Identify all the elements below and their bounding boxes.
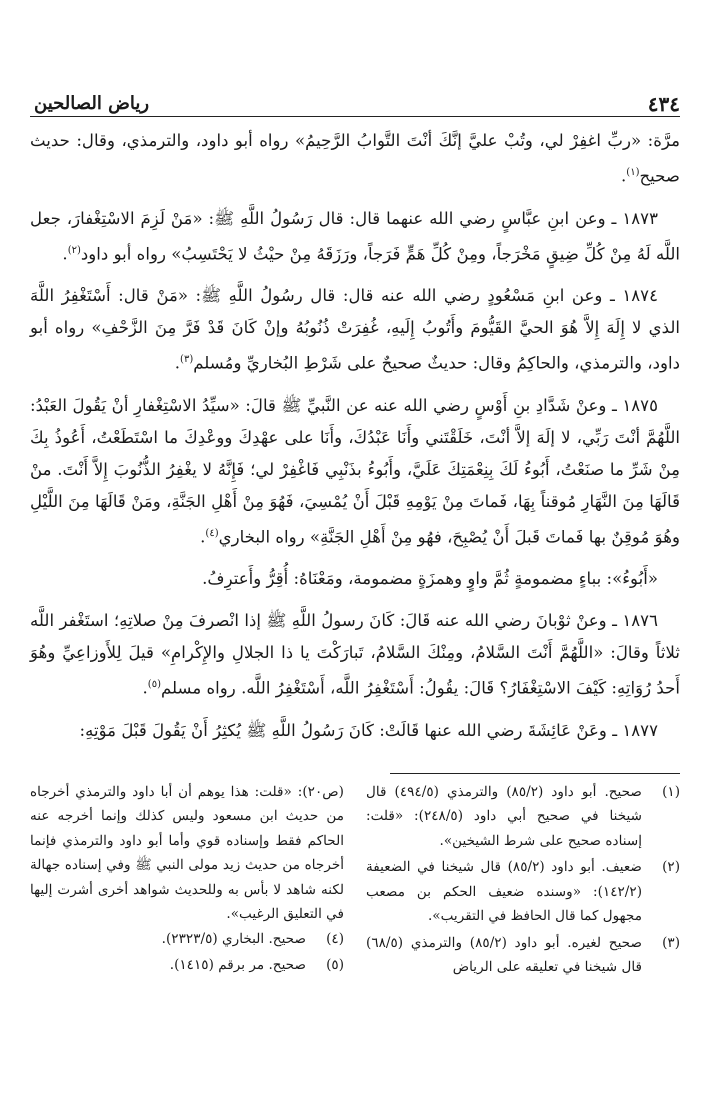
footnote — [366, 780, 680, 854]
footnote-number: (٣) — [662, 934, 680, 951]
footnotes-right-column — [366, 780, 680, 982]
hadith-1875: ١٨٧٥ ـ وعنْ شَدَّادِ بنِ أَوْسٍ رضي الله عنه عن النَّبيِّ ﷺ قالَ: «سيِّدُ الاسْتِغْفارِ أنْ يَقُولَ العَبْدُ: اللَّهُمَّ أنْتَ رَبِّي، لا إلَهَ إلاَّ أنْتَ، خَلَقْتَني وأَنَا عَبْدُكَ، وأَنَا على عهْدِكَ ووعْدِكَ ما اسْتَطَعْتُ، أَعُوذُ بِكَ مِنْ شَرِّ ما صنَعْتُ، أَبُوءُ لَكَ بِنِعْمَتِكَ عَلَيَّ، وأَبُوءُ بذَنْبِي فَاغْفِرْ لي؛ فَإِنَّهُ لا يغْفِرُ الذُّنُوبَ إِلاَّ أَنْتَ. منْ قَالَهَا مِنَ النَّهَارِ مُوقناً بِهَا، فَماتَ مِنْ يَوْمِهِ قَبْلَ أَنْ يُمْسِيَ، فَهُوَ مِنْ أَهْلِ الجَنَّةِ، ومَنْ قَالَهَا مِنَ اللَّيْلِ وهُوَ مُوقِنٌ بها فَماتَ قَبلَ أَنْ يُصْبِحَ، فهُو مِنْ أَهْلِ الجَنَّةِ» رواه البخاري$^{(٤)}$. — [30, 395, 680, 547]
footnote-text: صحيح لغيره. أبو داود (٨٥/٢) والترمذي (٦٨/٥) قال شيخنا في تعليقه على الرياض — [366, 934, 642, 976]
paragraph: مرَّة: «ربِّ اغفِرْ لي، وتُبْ عليَّ إنَّكَ أنْتَ التَّوابُ الرَّحِيمُ» رواه أبو داود، والترمذي، وقال: حديث صحيح$^{(١)}$. — [30, 131, 680, 186]
footnote-marker: (١) — [626, 167, 640, 178]
footnote — [366, 931, 680, 980]
footnote — [30, 953, 344, 978]
footnotes-left-column — [30, 780, 344, 982]
footnote-marker: (٤) — [205, 527, 219, 539]
hadith-1874: ١٨٧٤ ـ وعن ابنِ مَسْعُودٍ رضي الله عنه قال: قال رسُولُ اللَّهِ ﷺ: «مَنْ قال: أَسْتَغْفِرُ اللَّهَ الذي لا إِلَهَ إِلاَّ هُوَ الحيَّ القَيُّومَ وأَتُوبُ إِلَيهِ، غُفِرَتْ ذُنُوبُهُ وإنْ كَانَ قَدْ فَرَّ مِنَ الزَّحْفِ» رواه أبو داود، والترمذي، والحاكِمُ وقال: حديثٌ صحيحٌ على شَرْطِ البُخاريِّ ومُسلم$^{(٣)}$. — [30, 286, 680, 373]
footnote-text: ضعيف. أبو داود (٨٥/٢) قال شيخنا في الضعيفة (١٤٢/٢): «وسنده ضعيف الحكم بن مصعب مجهول كما قال الحافظ في التقريب». — [366, 859, 642, 925]
footnote-marker: (٢) — [67, 244, 81, 256]
page-header — [30, 82, 680, 117]
hadith-1873: ١٨٧٣ ـ وعن ابنِ عبَّاسٍ رضي الله عنهما قال: قال رَسُولُ اللَّهِ ﷺ: «مَنْ لَزِمَ الاسْتِغْفارَ، جعل اللَّه لَهُ مِنْ كُلِّ ضِيقٍ مَخْرَجاً، ومِنْ كُلِّ هَمٍّ فَرَجاً، ورَزَقَهُ مِنْ حيْثُ لا يَحْتَسِبُ» رواه أبو داود$^{(٢)}$. — [30, 208, 680, 264]
book-title: رياض الصالحين — [34, 93, 150, 114]
footnote-continuation: (ص٢٠): «قلت: هذا يوهم أن أبا داود والترمذي أخرجاه من حديث ابن مسعود وليس كذلك وإنما أخرجه عنه الحاكم فقط وإسناده قوي وأما أبو داود والترمذي فإنما أخرجاه من حديث زيد مولى النبي ﷺ وفي إسناده جهالة لكنه شاهد لا بأس به وللحديث شواهد أخرى أشرت إليها في التعليق الرغيب». — [30, 783, 344, 923]
page-number: ٤٣٤ — [647, 92, 680, 116]
footnote-number: (٤) — [326, 930, 344, 947]
footnote-text: صحيح. أبو داود (٨٥/٢) والترمذي (٤٩٤/٥) قال شيخنا في صحيح أبي داود (٢٤٨/٥): «قلت: إسناده صحيح على شرط الشيخين». — [366, 783, 642, 849]
footnote-text: صحيح. البخاري (٢٣٢٣/٥). — [161, 930, 306, 947]
footnote-number: (٥) — [326, 957, 344, 974]
footnote-number: (٢) — [662, 859, 680, 876]
explanation-note: «أَبُوءُ»: بباءٍ مضمومةٍ ثُمَّ واوٍ وهمزَةٍ مضمومة، ومَعْنَاهُ: أُقِرُّ وأَعترِفُ. — [202, 569, 658, 589]
footnotes — [30, 780, 680, 982]
hadith-1877: ١٨٧٧ ـ وعَنْ عَائِشَةَ رضي الله عنها قَالَتْ: كَانَ رَسُولُ اللَّهِ ﷺ يُكثِرُ أَنْ يَقُولَ قَبْلَ مَوْتِهِ: — [79, 720, 658, 740]
footnote-separator — [390, 773, 680, 774]
hadith-1876: ١٨٧٦ ـ وعنْ ثوْبانَ رضي الله عنه قَالَ: كَانَ رسولُ اللَّهِ ﷺ إذا انْصرفَ مِنْ صلاتِهِ؛ استَغْفر اللَّه ثلاثاً وقالَ: «اللَّهُمَّ أَنْتَ السَّلامُ، ومِنْكَ السَّلامُ، تَبارَكْتَ يا ذا الجلالِ والإِكْرامِ» قيلَ لِلأَوزاعِيِّ وهُوَ أَحدُ رُوَاتِهِ: كَيْفَ الاسْتِغْفَارُ؟ قَالَ: يقُولُ: أَسْتَغْفِرُ اللَّه، أَسْتَغْفِرُ اللَّه. رواه مسلم$^{(٥)}$. — [30, 611, 680, 698]
footnote — [366, 855, 680, 929]
footnote-marker: (٣) — [180, 354, 194, 366]
body-text — [30, 125, 680, 747]
book-page — [30, 82, 680, 1082]
footnote — [30, 927, 344, 952]
footnote-text: صحيح. مر برقم (١٤١٥). — [169, 957, 306, 974]
footnote-marker: (٥) — [147, 679, 161, 691]
footnote-number: (١) — [662, 783, 680, 800]
